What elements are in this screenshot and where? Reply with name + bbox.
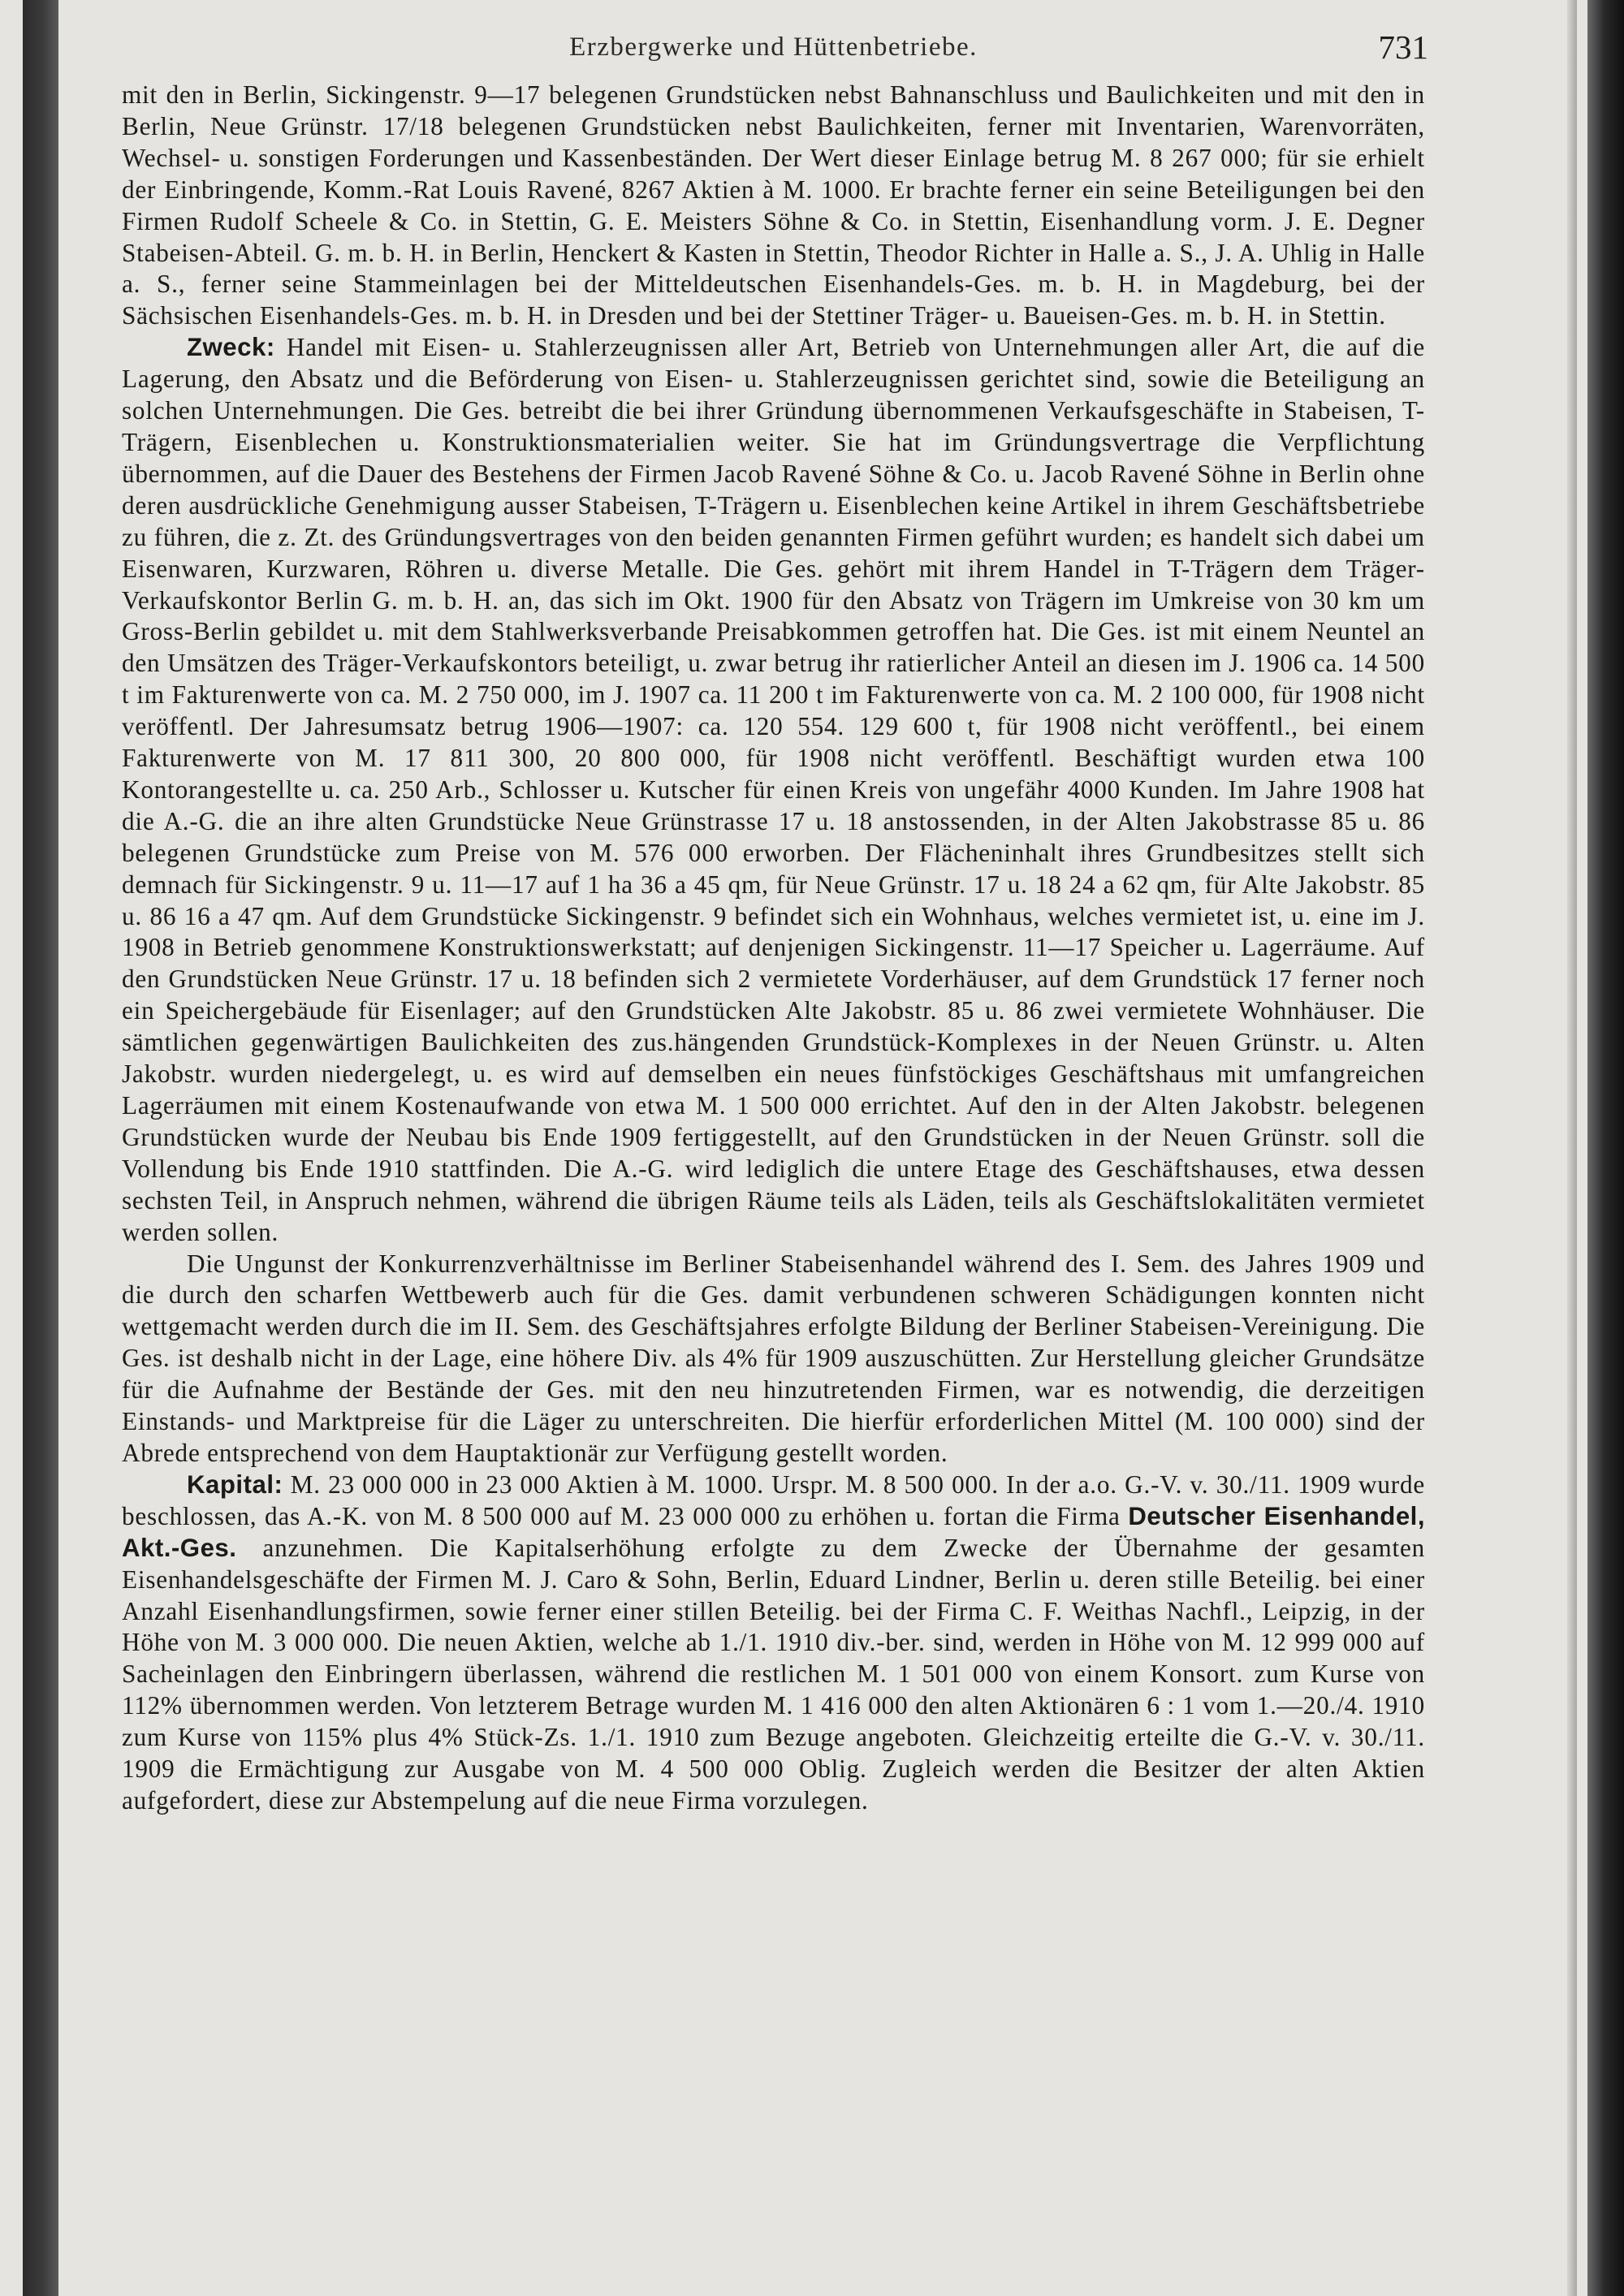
document-page [122, 28, 1428, 1817]
paragraph-zweck [122, 332, 1425, 1248]
paragraph-kapital-text-a: M. 23 000 000 in 23 000 Aktien à M. 1000. Urspr. M. 8 500 000. In der a.o. G.-V. v. 30./11. 1909 wurde beschlossen, das A.-K. von M. 8 500 000 auf M. 23 000 000 zu erhöhen u. fortan die Firma [122, 1470, 1425, 1530]
paragraph-zweck-text: Handel mit Eisen- u. Stahlerzeugnissen aller Art, Betrieb von Unternehmungen aller Art, die auf die Lagerung, den Absatz und die Beförderung von Eisen- u. Stahlerzeugnissen gerichtet sind, sowie die Beteiligung an solchen Unternehmungen. Die Ges. betreibt die bei ihrer Gründung übernommenen Verkaufsgeschäfte in Stabeisen, T-Trägern, Eisenblechen u. Konstruktionsmaterialien weiter. Sie hat im Gründungsvertrage die Verpflichtung übernommen, auf die Dauer des Bestehens der Firmen Jacob Ravené Söhne & Co. u. Jacob Ravené Söhne in Berlin ohne deren ausdrückliche Genehmigung ausser Stabeisen, T-Trägern u. Eisenblechen keine Artikel in ihrem Geschäftsbetriebe zu führen, die z. Zt. des Gründungsvertrages von den beiden genannten Firmen geführt wurden; es handelt sich dabei um Eisenwaren, Kurzwaren, Röhren u. diverse Metalle. Die Ges. gehört mit ihrem Handel in T-Trägern dem Träger-Verkaufskontor Berlin G. m. b. H. an, das sich im Okt. 1900 für den Absatz von Trägern im Umkreise von 30 km um Gross-Berlin gebildet u. mit dem Stahlwerksverbande Preisabkommen getroffen hat. Die Ges. ist mit einem Neuntel an den Umsätzen des Träger-Verkaufskontors beteiligt, u. zwar betrug ihr ratierlicher Anteil an diesen im J. 1906 ca. 14 500 t im Fakturenwerte von ca. M. 2 750 000, im J. 1907 ca. 11 200 t im Fakturenwerte von ca. M. 2 100 000, für 1908 nicht veröffentl. Der Jahresumsatz betrug 1906—1907: ca. 120 554. 129 600 t, für 1908 nicht veröffentl., bei einem Fakturenwerte von M. 17 811 300, 20 800 000, für 1908 nicht veröffentl. Beschäftigt wurden etwa 100 Kontorangestellte u. ca. 250 Arb., Schlosser u. Kutscher für einen Kreis von ungefähr 4000 Kunden. Im Jahre 1908 hat die A.-G. die an ihre alten Grundstücke Neue Grünstrasse 17 u. 18 anstossenden, in der Alten Jakobstrasse 85 u. 86 belegenen Grundstücke zum Preise von M. 576 000 erworben. Der Flächeninhalt ihres Grundbesitzes stellt sich demnach für Sickingenstr. 9 u. 11—17 auf 1 ha 36 a 45 qm, für Neue Grünstr. 17 u. 18 24 a 62 qm, für Alte Jakobstr. 85 u. 86 16 a 47 qm. Auf dem Grundstücke Sickingenstr. 9 befindet sich ein Wohnhaus, welches vermietet ist, u. eine im J. 1908 in Betrieb genommene Konstruktionswerkstatt; auf denjenigen Sickingenstr. 11—17 Speicher u. Lagerräume. Auf den Grundstücken Neue Grünstr. 17 u. 18 befinden sich 2 vermietete Vorderhäuser, auf dem Grundstück 17 ferner noch ein Speichergebäude für Eisenlager; auf den Grundstücken Alte Jakobstr. 85 u. 86 zwei vermietete Wohnhäuser. Die sämtlichen gegenwärtigen Baulichkeiten des zus.hängenden Grundstück-Komplexes in der Neuen Grünstr. u. Alten Jakobstr. wurden niedergelegt, u. es wird auf demselben ein neues fünfstöckiges Geschäftshaus mit umfangreichen Lagerräumen mit einem Kostenaufwande von etwa M. 1 500 000 errichtet. Auf den in der Alten Jakobstr. belegenen Grundstücken wurde der Neubau bis Ende 1909 fertiggestellt, auf den Grundstücken in der Neuen Grünstr. soll die Vollendung bis Ende 1910 stattfinden. Die A.-G. wird lediglich die untere Etage des Geschäftshauses, etwa dessen sechsten Teil, in Anspruch nehmen, während die übrigen Räume teils als Läden, teils als Geschäftslokalitäten vermietet werden sollen. [122, 333, 1425, 1246]
scan-right-edge [1587, 0, 1624, 2296]
firm-name: Deutscher Eisenhandel, Akt.-Ges. [122, 1501, 1426, 1562]
running-title: Erzbergwerke und Hüttenbetriebe. [569, 32, 978, 62]
body-text [122, 80, 1425, 1817]
paragraph-kapital [122, 1470, 1425, 1817]
running-header [122, 28, 1428, 80]
paragraph-kapital-text-b: anzunehmen. Die Kapitalserhöhung erfolgte zu dem Zwecke der Übernahme der gesamten Eisenhandelsgeschäfte der Firmen M. J. Caro & Sohn, Berlin, Eduard Lindner, Berlin u. deren stille Beteilig. bei einer Anzahl Eisenhandlungsfirmen, sowie ferner einer stillen Beteilig. bei der Firma C. F. Weithas Nachfl., Leipzig, in der Höhe von M. 3 000 000. Die neuen Aktien, welche ab 1./1. 1910 div.-ber. sind, werden in Höhe von M. 12 999 000 auf Sacheinlagen den Einbringern überlassen, während die restlichen M. 1 501 000 von einem Konsort. zum Kurse von 112% übernommen werden. Von letzterem Betrage wurden M. 1 416 000 den alten Aktionären 6 : 1 vom 1.—20./4. 1910 zum Kurse von 115% plus 4% Stück-Zs. 1./1. 1910 zum Bezuge angeboten. Gleichzeitig erteilte die G.-V. v. 30./11. 1909 die Ermächtigung zur Ausgabe von M. 4 500 000 Oblig. Zugleich werden die Besitzer der alten Aktien aufgefordert, diese zur Abstempelung auf die neue Firma vorzulegen. [122, 1533, 1425, 1815]
scan-left-edge [23, 0, 58, 2296]
section-heading-kapital: Kapital: [187, 1470, 283, 1499]
section-heading-zweck: Zweck: [187, 333, 275, 362]
paragraph-einbringung: mit den in Berlin, Sickingenstr. 9—17 belegenen Grundstücken nebst Bahnanschluss und Baulichkeiten und mit den in Berlin, Neue Grünstr. 17/18 belegenen Grundstücken nebst Baulichkeiten, ferner mit Inventarien, Warenvorräten, Wechsel- u. sonstigen Forderungen und Kassenbeständen. Der Wert dieser Einlage betrug M. 8 267 000; für sie erhielt der Einbringende, Komm.-Rat Louis Ravené, 8267 Aktien à M. 1000. Er brachte ferner ein seine Beteiligungen bei den Firmen Rudolf Scheele & Co. in Stettin, G. E. Meisters Söhne & Co. in Stettin, Eisenhandlung vorm. J. E. Degner Stabeisen-Abteil. G. m. b. H. in Berlin, Henckert & Kasten in Stettin, Theodor Richter in Halle a. S., J. A. Uhlig in Halle a. S., ferner seine Stammeinlagen bei der Mitteldeutschen Eisenhandels-Ges. m. b. H. in Magdeburg, bei der Sächsischen Eisenhandels-Ges. m. b. H. in Dresden und bei der Stettiner Träger- u. Baueisen-Ges. m. b. H. in Stettin. [122, 80, 1425, 330]
scan-right-gutter [1567, 0, 1577, 2296]
page-number: 731 [1378, 28, 1428, 66]
paragraph-konkurrenz: Die Ungunst der Konkurrenzverhältnisse im Berliner Stabeisenhandel während des I. Sem. des Jahres 1909 und die durch den scharfen Wettbewerb auch für die Ges. damit verbundenen schweren Schädigungen konnten nicht wettgemacht werden durch die im II. Sem. des Geschäftsjahres erfolgte Bildung der Berliner Stabeisen-Vereinigung. Die Ges. ist deshalb nicht in der Lage, eine höhere Div. als 4% für 1909 auszuschütten. Zur Herstellung gleicher Grundsätze für die Aufnahme der Bestände der Ges. mit den neu hinzutretenden Firmen, war es notwendig, die derzeitigen Einstands- und Marktpreise für die Läger zu unterschreiten. Die hierfür erforderlichen Mittel (M. 100 000) sind der Abrede entsprechend von dem Hauptaktionär zur Verfügung gestellt worden. [122, 1249, 1425, 1467]
